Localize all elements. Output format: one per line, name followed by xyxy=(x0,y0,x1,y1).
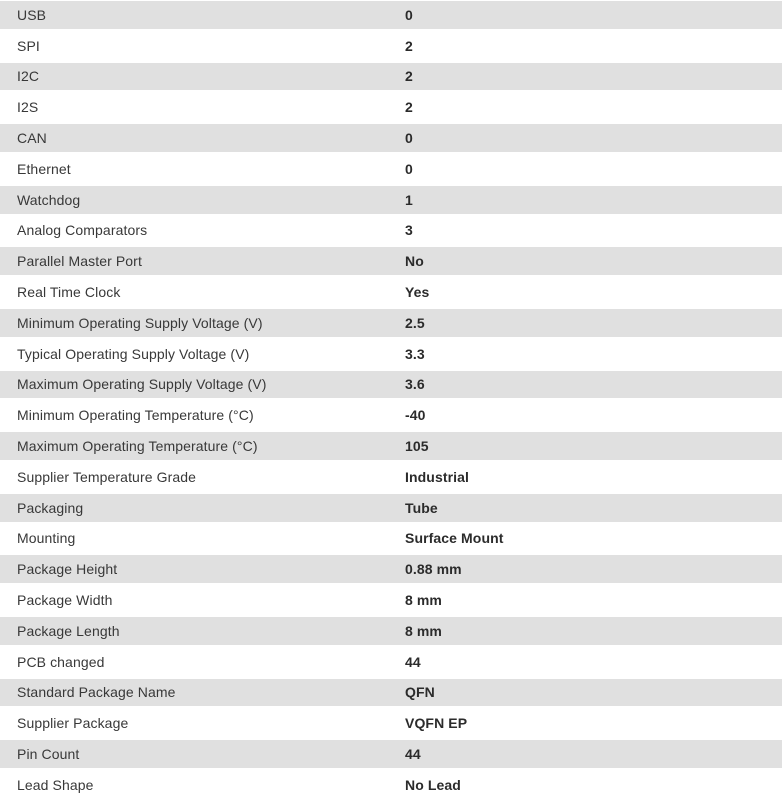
spec-value: 0 xyxy=(405,6,413,23)
spec-label: Supplier Package xyxy=(17,715,129,732)
spec-value: 8 mm xyxy=(405,622,442,639)
spec-value: 3 xyxy=(405,222,413,239)
spec-label: Ethernet xyxy=(17,160,71,177)
spec-value: QFN xyxy=(405,684,435,701)
spec-value: -40 xyxy=(405,407,426,424)
spec-row xyxy=(0,771,782,802)
spec-row xyxy=(0,494,782,525)
spec-label: Analog Comparators xyxy=(17,222,148,239)
spec-label: Typical Operating Supply Voltage (V) xyxy=(17,345,250,362)
spec-label: Supplier Temperature Grade xyxy=(17,468,196,485)
spec-row xyxy=(0,63,782,94)
spec-row xyxy=(0,340,782,371)
spec-row xyxy=(0,93,782,124)
spec-label: Watchdog xyxy=(17,191,81,208)
spec-row xyxy=(0,124,782,155)
spec-row xyxy=(0,247,782,278)
spec-row xyxy=(0,679,782,710)
spec-value: No xyxy=(405,253,424,270)
spec-row xyxy=(0,371,782,402)
spec-value: 3.3 xyxy=(405,345,425,362)
spec-value: Yes xyxy=(405,284,430,301)
spec-value: No Lead xyxy=(405,776,461,793)
spec-value: 0 xyxy=(405,160,413,177)
spec-label: Maximum Operating Temperature (°C) xyxy=(17,438,258,455)
spec-label: Lead Shape xyxy=(17,776,94,793)
spec-label: Standard Package Name xyxy=(17,684,176,701)
spec-label: Pin Count xyxy=(17,746,80,763)
spec-row xyxy=(0,463,782,494)
spec-label: Minimum Operating Temperature (°C) xyxy=(17,407,254,424)
spec-label: I2S xyxy=(17,99,39,116)
spec-row xyxy=(0,309,782,340)
spec-row xyxy=(0,586,782,617)
spec-row xyxy=(0,155,782,186)
spec-value: 44 xyxy=(405,653,421,670)
spec-value: 105 xyxy=(405,438,429,455)
spec-value: 2.5 xyxy=(405,314,425,331)
spec-value: 44 xyxy=(405,746,421,763)
spec-value: 8 mm xyxy=(405,592,442,609)
spec-label: Mounting xyxy=(17,530,76,547)
spec-row xyxy=(0,740,782,771)
spec-row xyxy=(0,555,782,586)
spec-value: 2 xyxy=(405,99,413,116)
spec-value: Tube xyxy=(405,499,438,516)
spec-label: CAN xyxy=(17,130,47,147)
spec-value: 2 xyxy=(405,68,413,85)
spec-label: SPI xyxy=(17,37,40,54)
spec-value: 2 xyxy=(405,37,413,54)
spec-label: Package Width xyxy=(17,592,113,609)
spec-value: 1 xyxy=(405,191,413,208)
spec-value: Industrial xyxy=(405,468,470,485)
spec-label: Parallel Master Port xyxy=(17,253,142,270)
spec-value: 3.6 xyxy=(405,376,425,393)
spec-label: PCB changed xyxy=(17,653,105,670)
spec-label: Minimum Operating Supply Voltage (V) xyxy=(17,314,263,331)
spec-label: Real Time Clock xyxy=(17,284,121,301)
spec-value: Surface Mount xyxy=(405,530,504,547)
spec-value: VQFN EP xyxy=(405,715,468,732)
spec-label: Maximum Operating Supply Voltage (V) xyxy=(17,376,267,393)
spec-row xyxy=(0,217,782,248)
spec-row xyxy=(0,432,782,463)
spec-row xyxy=(0,401,782,432)
spec-value: 0 xyxy=(405,130,413,147)
spec-row xyxy=(0,278,782,309)
spec-value: 0.88 mm xyxy=(405,561,462,578)
spec-label: Packaging xyxy=(17,499,84,516)
spec-row xyxy=(0,1,782,32)
spec-row xyxy=(0,617,782,648)
spec-row xyxy=(0,186,782,217)
spec-row xyxy=(0,525,782,556)
spec-label: Package Height xyxy=(17,561,118,578)
spec-row xyxy=(0,32,782,63)
spec-label: Package Length xyxy=(17,622,120,639)
spec-label: I2C xyxy=(17,68,40,85)
spec-row xyxy=(0,709,782,740)
spec-label: USB xyxy=(17,6,47,23)
spec-row xyxy=(0,648,782,679)
